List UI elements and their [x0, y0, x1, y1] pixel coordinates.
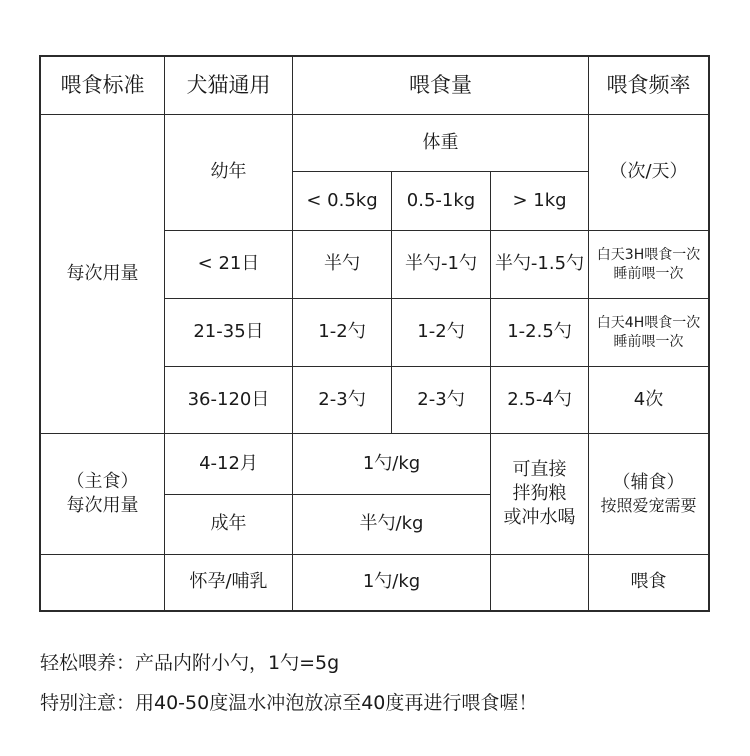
- staple-label-line: （主食）: [66, 470, 139, 492]
- table-cell-amount: 半勺/kg: [359, 513, 424, 535]
- table-border-bottom: [40, 610, 709, 612]
- supplement-line: （辅食）: [612, 472, 685, 494]
- mix-instructions: [491, 434, 588, 554]
- header-standard: 喂食标准: [60, 73, 145, 98]
- table-cell: 半勺: [324, 253, 360, 275]
- mix-line: 拌狗粮: [512, 482, 567, 504]
- freq-line: 白天3H喂食一次: [596, 246, 701, 263]
- note-easy-feeding: 轻松喂养：产品内附小勺，1勺=5g: [40, 652, 340, 674]
- table-row-age: 4-12月: [199, 452, 258, 474]
- table-cell: 1-2勺: [417, 321, 465, 343]
- table-cell: 半勺-1.5勺: [494, 253, 585, 275]
- age-puppy: 幼年: [210, 161, 247, 183]
- weight-col-2: 0.5-1kg: [406, 189, 476, 211]
- freq-line: 睡前喂一次: [613, 333, 684, 350]
- table-cell: 1-2勺: [318, 321, 366, 343]
- freq-line: 睡前喂一次: [613, 265, 684, 282]
- weight-col-3: > 1kg: [512, 189, 567, 211]
- table-row-age: < 21日: [197, 253, 260, 275]
- freq-unit: （次/天）: [609, 161, 688, 183]
- header-amount: 喂食量: [409, 73, 472, 98]
- table-row-age: 21-35日: [193, 321, 264, 343]
- supplement-note: [589, 434, 708, 554]
- mix-line: 可直接: [512, 458, 567, 480]
- header-frequency: 喂食频率: [606, 73, 691, 98]
- mix-line: 或冲水喝: [503, 507, 576, 529]
- table-cell-frequency: 4次: [633, 388, 664, 410]
- table-cell: 半勺-1勺: [405, 253, 477, 275]
- table-row-age: 怀孕/哺乳: [189, 571, 268, 593]
- table-border-right: [708, 55, 710, 612]
- table-cell: 2-3勺: [417, 388, 465, 410]
- table-cell: 1-2.5勺: [507, 321, 572, 343]
- table-cell-frequency: 喂食: [630, 571, 667, 593]
- table-cell-amount: 1勺/kg: [362, 571, 421, 593]
- header-applies-to: 犬猫通用: [186, 73, 271, 98]
- staple-label: [41, 434, 164, 554]
- table-row-age: 36-120日: [187, 388, 270, 410]
- table-cell: 2-3勺: [318, 388, 366, 410]
- weight-label: 体重: [422, 131, 459, 153]
- table-cell-amount: 1勺/kg: [362, 452, 421, 474]
- table-cell-frequency: [589, 299, 708, 366]
- weight-col-1: < 0.5kg: [306, 189, 378, 211]
- supplement-line: 按照爱宠需要: [600, 496, 697, 516]
- note-special-attention: 特别注意：用40-50度温水冲泡放凉至40度再进行喂食喔！: [40, 692, 538, 714]
- table-cell: 2.5-4勺: [507, 388, 572, 410]
- staple-label-line: 每次用量: [66, 495, 139, 516]
- per-use-label: 每次用量: [66, 262, 139, 284]
- table-cell-frequency: [589, 231, 708, 298]
- freq-line: 白天4H喂食一次: [596, 314, 701, 331]
- table-row-age: 成年: [210, 513, 247, 535]
